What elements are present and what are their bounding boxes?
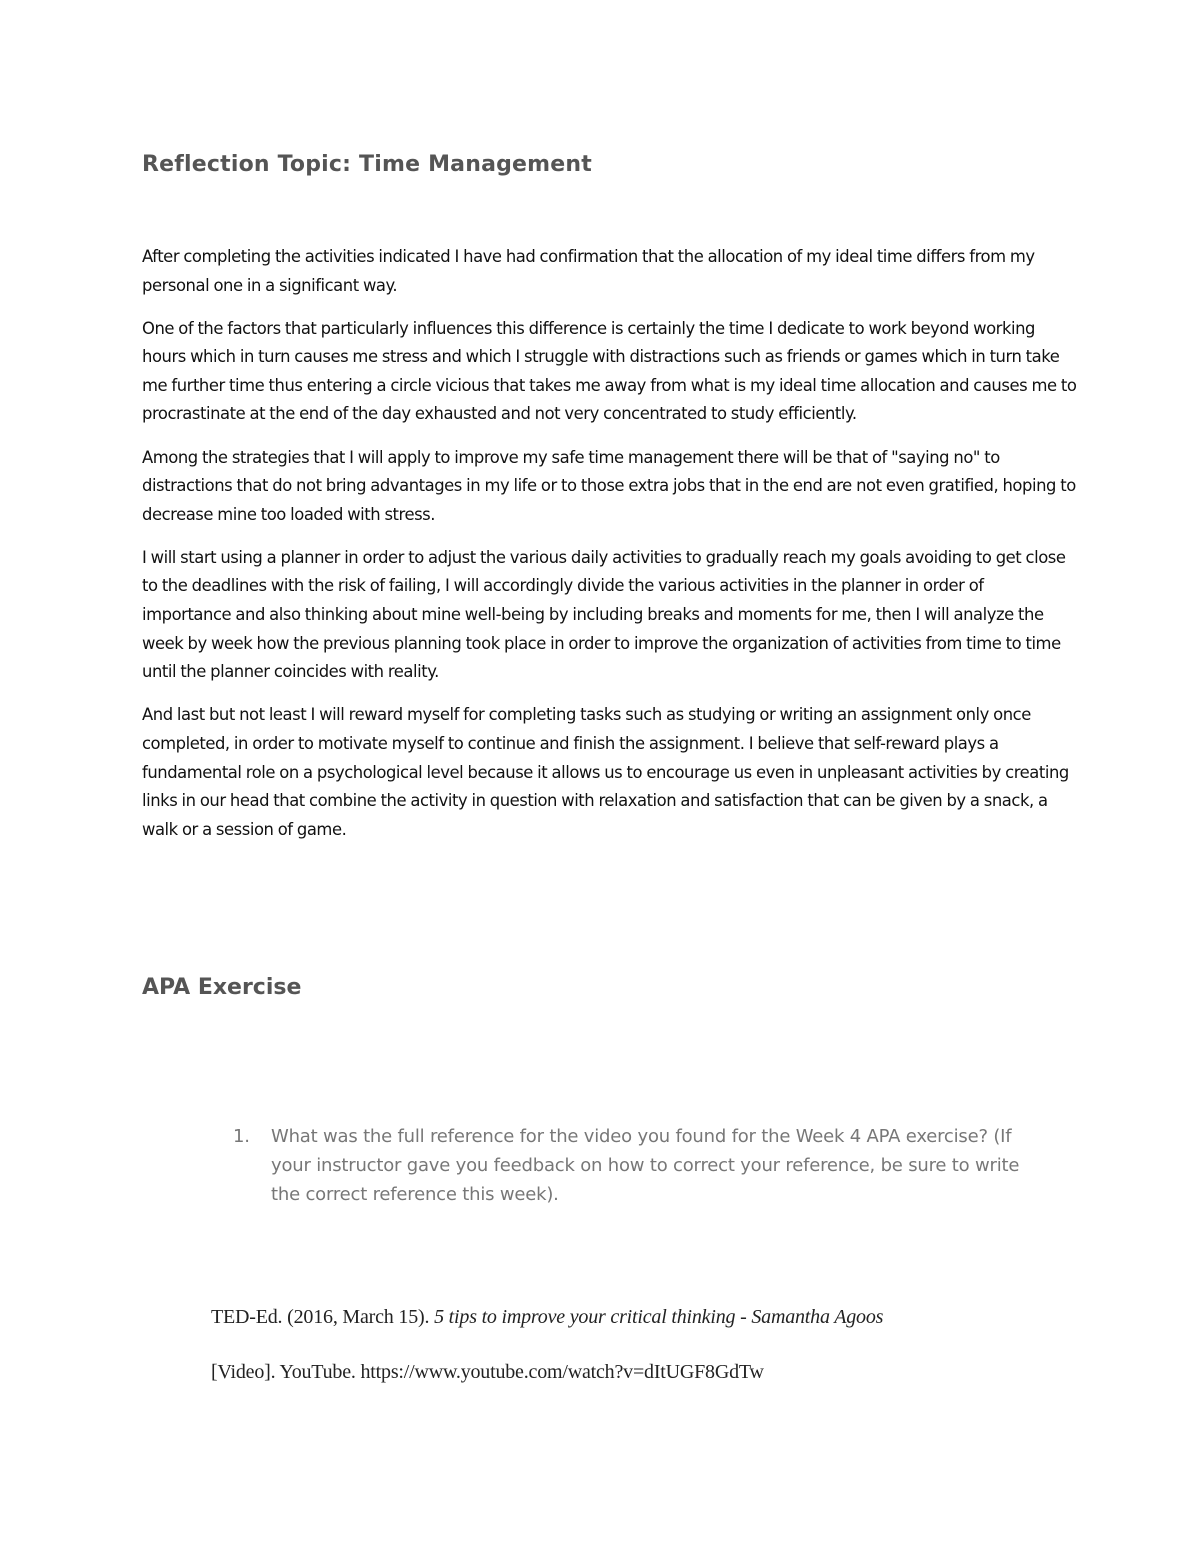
apa-exercise-title: APA Exercise [142,975,302,1000]
apa-reference [211,1290,1111,1400]
reference-line-1 [211,1290,1111,1345]
reflection-body [142,243,1077,859]
reference-author-date: TED-Ed. (2016, March 15). [211,1306,435,1328]
paragraph: After completing the activities indicated I have had confirmation that the allocation of my ideal time differs from my personal one in a significant way. [142,247,1035,295]
reference-medium: [Video]. YouTube. [211,1361,361,1383]
list-item [233,1122,1033,1209]
reference-url: https://www.youtube.com/watch?v=dItUGF8GdTw [360,1361,764,1383]
paragraph: I will start using a planner in order to adjust the various daily activities to gradually reach my goals avoiding to get close to the deadlines with the risk of failing, I will accordingly divide the various activities in the planner in order of importance and also thinking about mine well-being by including breaks and moments for me, then I will analyze the week by week how the previous planning took place in order to improve the organization of activities from time to time until the planner coincides with reality. [142,547,1066,682]
question-list [233,1122,1033,1209]
paragraph: And last but not least I will reward myself for completing tasks such as studying or writing an assignment only once completed, in order to motivate myself to continue and finish the assignment. I believe that self-reward plays a fundamental role on a psychological level because it allows us to encourage us even in unpleasant activities by creating links in our head that combine the activity in question with relaxation and satisfaction that can be given by a snack, a walk or a session of game. [142,705,1069,839]
reference-title: 5 tips to improve your critical thinking - Samantha Agoos [434,1306,884,1328]
reference-line-2 [211,1345,1111,1400]
question-text: What was the full reference for the video you found for the Week 4 APA exercise? (If your instructor gave you feedback on how to correct your reference, be sure to write the correct reference this week). [271,1126,1020,1205]
paragraph: One of the factors that particularly influences this difference is certainly the time I dedicate to work beyond working hours which in turn causes me stress and which I struggle with distractions such as friends or games which in turn take me further time thus entering a circle vicious that takes me away from what is my ideal time allocation and causes me to procrastinate at the end of the day exhausted and not very concentrated to study efficiently. [142,318,1077,424]
reflection-title: Reflection Topic: Time Management [142,152,593,177]
question-number: 1. [233,1126,250,1147]
paragraph: Among the strategies that I will apply to improve my safe time management there will be that of "saying no" to distractions that do not bring advantages in my life or to those extra jobs that in the end are not even gratified, hoping to decrease mine too loaded with stress. [142,447,1076,524]
